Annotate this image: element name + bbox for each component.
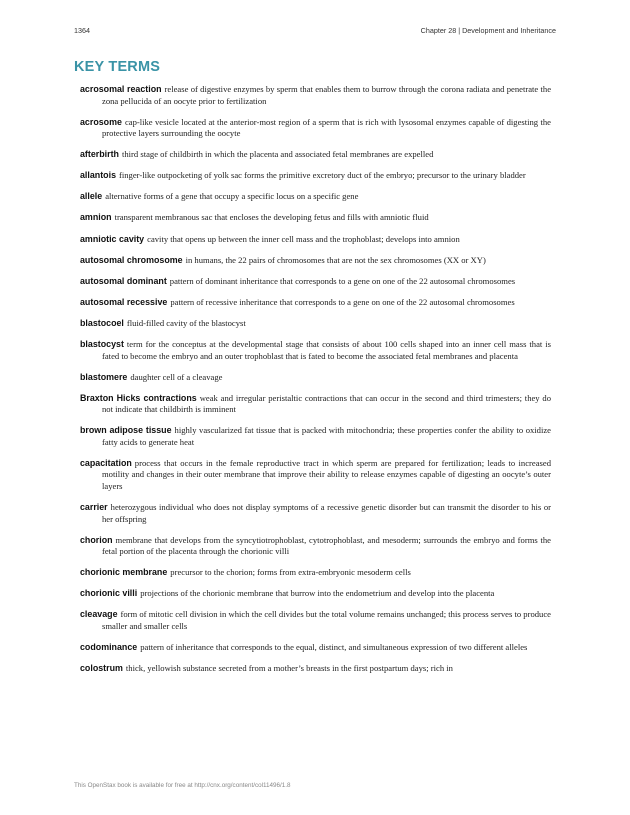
glossary-definition: release of digestive enzymes by sperm that enables them to burrow through the corona radiata and penetrate the zona pellucida of an oocyte prior to fertilization xyxy=(102,84,552,106)
glossary-definition: fluid-filled cavity of the blastocyst xyxy=(126,317,246,328)
glossary-entry xyxy=(80,234,551,246)
glossary-term: amniotic cavity xyxy=(80,233,145,244)
glossary-entry xyxy=(80,339,551,362)
glossary-term: allantois xyxy=(80,170,117,181)
glossary-term: autosomal dominant xyxy=(80,275,167,286)
glossary-entry xyxy=(80,212,551,224)
glossary-entry xyxy=(80,276,551,288)
glossary-term: blastomere xyxy=(80,371,128,382)
glossary-definition: pattern of recessive inheritance that corresponds to a gene on one of the 22 autosomal chromosomes xyxy=(170,296,515,307)
glossary-definition: transparent membranous sac that encloses the developing fetus and fills with amniotic fluid xyxy=(114,212,429,223)
glossary-definition: precursor to the chorion; forms from extra-embryonic mesoderm cells xyxy=(170,567,411,578)
glossary-definition: cap-like vesicle located at the anterior-most region of a sperm that is rich with lysosomal enzymes capable of digesting the protective layers surrounding the oocyte xyxy=(102,116,551,139)
glossary-definition: form of mitotic cell division in which the cell divides but the total volume remains unchanged; this process serves to produce smaller and smaller cells xyxy=(102,609,551,631)
glossary-definition: term for the conceptus at the developmental stage that consists of about 100 cells shaped into an inner cell mass that is fated to become the embryo and an outer trophoblast that is fated to become the associated fetal membranes and placenta xyxy=(102,339,551,361)
glossary-term: afterbirth xyxy=(80,149,119,160)
glossary-definition: third stage of childbirth in which the placenta and associated fetal membranes are expelled xyxy=(121,149,434,160)
glossary-term: amnion xyxy=(80,212,112,223)
glossary-term: acrosomal reaction xyxy=(80,84,162,94)
glossary-entry xyxy=(80,425,551,448)
glossary-entry xyxy=(80,588,551,600)
glossary-term: acrosome xyxy=(80,116,122,127)
glossary-term: colostrum xyxy=(80,663,123,674)
glossary-definition: in humans, the 22 pairs of chromosomes that are not the sex chromosomes (XX or XY) xyxy=(185,254,486,265)
glossary-definition: thick, yellowish substance secreted from a mother’s breasts in the first postpartum days; rich in xyxy=(125,663,453,674)
glossary-entry xyxy=(80,149,551,161)
glossary-entry xyxy=(80,502,551,525)
glossary-definition: membrane that develops from the syncytiotrophoblast, cytotrophoblast, and mesoderm; surrounds the embryo and forms the fetal portion of the placenta through the chorionic villi xyxy=(102,534,551,557)
glossary-entry xyxy=(80,642,551,654)
glossary-entry xyxy=(80,609,551,632)
glossary-term: capacitation xyxy=(80,457,132,468)
page-footer: This OpenStax book is available for free at http://cnx.org/content/col11496/1.8 xyxy=(74,782,291,789)
glossary-entry xyxy=(80,393,551,416)
glossary-term: allele xyxy=(80,191,103,202)
glossary-entry xyxy=(80,458,551,493)
glossary-definition: highly vascularized fat tissue that is packed with mitochondria; these properties confer the ability to oxidize fatty acids to generate heat xyxy=(102,425,551,447)
page-header xyxy=(74,26,556,38)
glossary-definition: pattern of inheritance that corresponds to the equal, distinct, and simultaneous expression of two different alleles xyxy=(140,641,528,652)
glossary-term: codominance xyxy=(80,641,138,652)
glossary-term: Braxton Hicks contractions xyxy=(80,392,197,403)
glossary-definition: heterozygous individual who does not display symptoms of a recessive genetic disorder but can transmit the disorder to his or her offspring xyxy=(102,502,551,524)
glossary-term: blastocyst xyxy=(80,339,124,350)
page-number: 1364 xyxy=(74,26,90,35)
key-terms-list xyxy=(80,84,551,684)
glossary-entry xyxy=(80,255,551,267)
glossary-definition: finger-like outpocketing of yolk sac forms the primitive excretory duct of the embryo; precursor to the urinary bladder xyxy=(119,170,526,181)
glossary-term: brown adipose tissue xyxy=(80,425,172,436)
glossary-definition: daughter cell of a cleavage xyxy=(130,371,223,382)
glossary-definition: alternative forms of a gene that occupy a specific locus on a specific gene xyxy=(105,191,359,202)
glossary-entry xyxy=(80,297,551,309)
section-title: KEY TERMS xyxy=(74,59,161,75)
chapter-title: Chapter 28 | Development and Inheritance xyxy=(420,26,556,35)
glossary-term: carrier xyxy=(80,502,108,512)
glossary-entry xyxy=(80,191,551,203)
glossary-definition: weak and irregular peristaltic contractions that can occur in the second and third trimesters; they do not indicate that childbirth is imminent xyxy=(102,392,552,415)
glossary-definition: projections of the chorionic membrane that burrow into the endometrium and develop into the placenta xyxy=(140,588,495,599)
glossary-entry xyxy=(80,318,551,330)
glossary-definition: process that occurs in the female reproductive tract in which sperm are prepared for fertilization; leads to increased motility and changes in their outer membrane that improve their ability to release enzymes capable of digesting an oocyte’s outer layers xyxy=(102,457,551,491)
glossary-entry xyxy=(80,663,551,675)
glossary-entry xyxy=(80,117,551,140)
glossary-term: autosomal recessive xyxy=(80,296,168,307)
glossary-definition: pattern of dominant inheritance that corresponds to a gene on one of the 22 autosomal chromosomes xyxy=(169,275,516,286)
glossary-term: chorionic villi xyxy=(80,588,138,599)
glossary-term: autosomal chromosome xyxy=(80,254,183,265)
glossary-entry xyxy=(80,170,551,182)
glossary-term: chorionic membrane xyxy=(80,567,168,578)
glossary-term: cleavage xyxy=(80,609,118,620)
glossary-term: chorion xyxy=(80,534,113,545)
glossary-entry xyxy=(80,372,551,384)
glossary-term: blastocoel xyxy=(80,317,124,328)
glossary-entry xyxy=(80,567,551,579)
glossary-entry xyxy=(80,84,551,107)
glossary-entry xyxy=(80,535,551,558)
glossary-definition: cavity that opens up between the inner cell mass and the trophoblast; develops into amnion xyxy=(147,233,460,244)
